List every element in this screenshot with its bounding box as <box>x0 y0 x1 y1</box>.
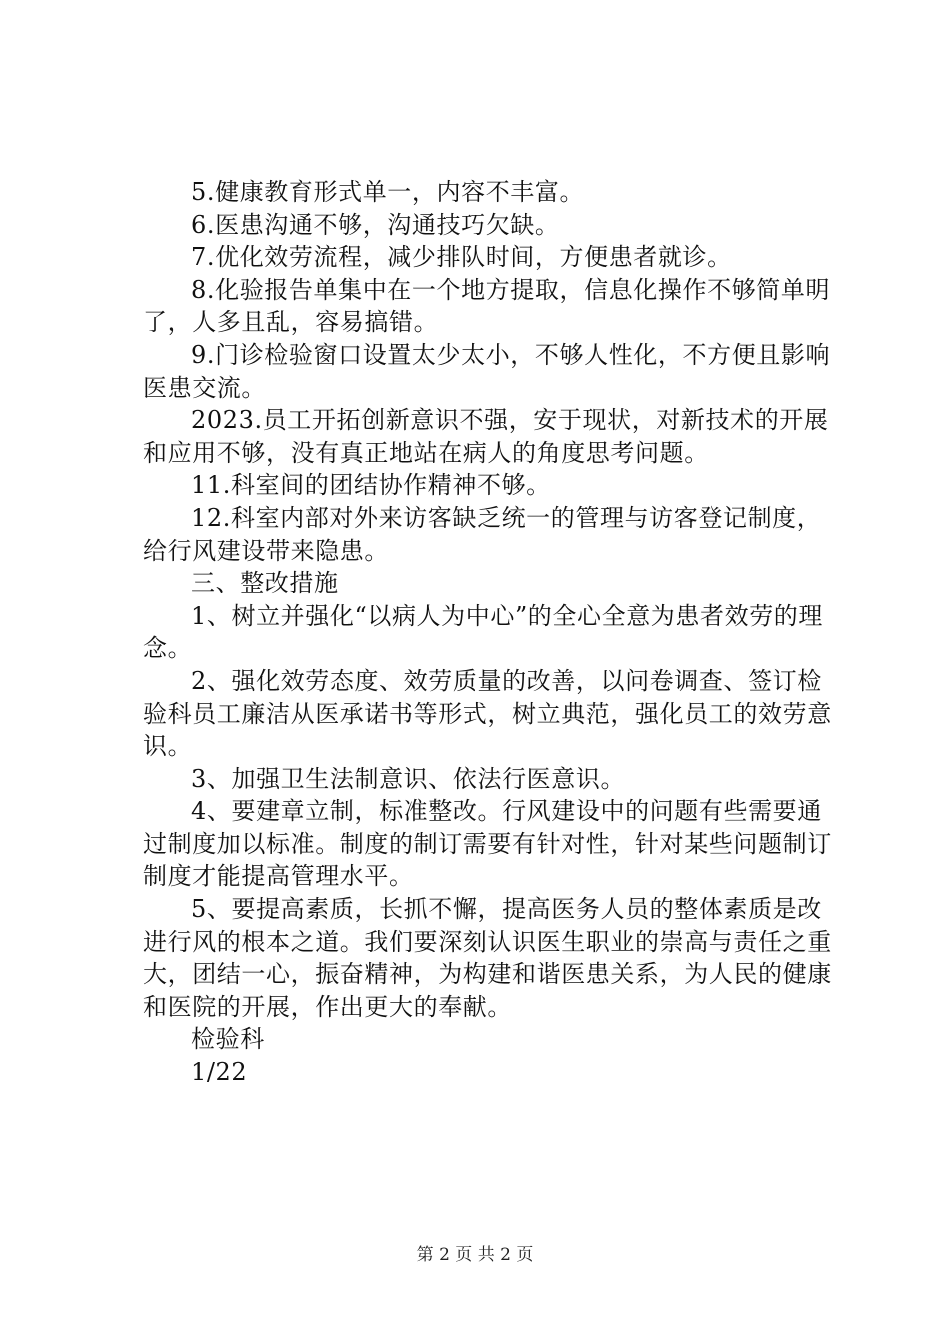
paragraph: 5、要提高素质，长抓不懈，提高医务人员的整体素质是改进行风的根本之道。我们要深刻认识医生职业的崇高与责任之重大，团结一心，振奋精神，为构建和谐医患关系，为人民的健康和医院的开展，作出更大的奉献。 <box>143 895 832 1021</box>
paragraph: 6.医患沟通不够，沟通技巧欠缺。 <box>191 210 560 239</box>
page-footer: 第 2 页 共 2 页 <box>416 1245 534 1265</box>
paragraph: 9.门诊检验窗口设置太少太小，不够人性化，不方便且影响医患交流。 <box>143 340 831 402</box>
paragraph: 11.科室间的团结协作精神不够。 <box>191 471 551 500</box>
paragraph: 5.健康教育形式单一，内容不丰富。 <box>191 178 585 206</box>
section-heading: 三、整改措施 <box>191 569 339 598</box>
paragraph: 1、树立并强化“以病人为中心”的全心全意为患者效劳的理念。 <box>143 601 824 663</box>
paragraph: 8.化验报告单集中在一个地方提取，信息化操作不够简单明了，人多且乱，容易搞错。 <box>143 275 831 337</box>
paragraph: 2023.员工开拓创新意识不强，安于现状，对新技术的开展和应用不够，没有真正地站在病人的角度思考问题。 <box>143 406 829 467</box>
page-fraction: 1/22 <box>191 1058 248 1087</box>
paragraph: 4、要建章立制，标准整改。行风建设中的问题有些需要通过制度加以标准。制度的制订需要有针对性，针对某些问题制订制度才能提高管理水平。 <box>143 797 832 891</box>
paragraph: 2、强化效劳态度、效劳质量的改善，以问卷调查、签订检验科员工廉洁从医承诺书等形式，树立典范，强化员工的效劳意识。 <box>143 666 832 761</box>
paragraph: 7.优化效劳流程，减少排队时间，方便患者就诊。 <box>191 243 732 272</box>
paragraph: 12.科室内部对外来访客缺乏统一的管理与访客登记制度，给行风建设带来隐患。 <box>143 503 822 565</box>
document-body <box>143 176 833 1089</box>
signature-department: 检验科 <box>191 1025 265 1054</box>
paragraph: 3、加强卫生法制意识、依法行医意识。 <box>191 764 626 793</box>
